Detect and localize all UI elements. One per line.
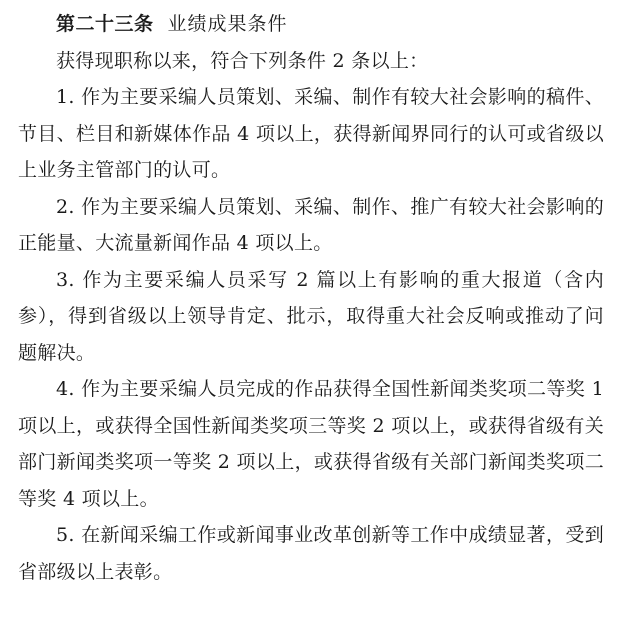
condition-item-3: 3. 作为主要采编人员采写 2 篇以上有影响的重大报道（含内参），得到省级以上领导肯定、批示，取得重大社会反响或推动了问题解决。 bbox=[18, 268, 604, 364]
condition-item-4: 4. 作为主要采编人员完成的作品获得全国性新闻类奖项二等奖 1 项以上，或获得全国性新闻类奖项三等奖 2 项以上，或获得省级有关部门新闻类奖项一等奖 2 项以上，或获得省级有关部门新闻类奖项二等奖 4 项以上。 bbox=[18, 378, 604, 510]
condition-item-5: 5. 在新闻采编工作或新闻事业改革创新等工作中成绩显著，受到省部级以上表彰。 bbox=[18, 524, 604, 583]
article-heading bbox=[18, 6, 604, 43]
condition-item-1: 1. 作为主要采编人员策划、采编、制作有较大社会影响的稿件、节目、栏目和新媒体作品 4 项以上，获得新闻界同行的认可或省级以上业务主管部门的认可。 bbox=[18, 86, 604, 181]
article-number: 第二十三条 bbox=[56, 13, 154, 35]
condition-item-2: 2. 作为主要采编人员策划、采编、制作、推广有较大社会影响的正能量、大流量新闻作品 4 项以上。 bbox=[18, 195, 604, 254]
article-intro: 获得现职称以来，符合下列条件 2 条以上： bbox=[56, 49, 429, 72]
article-title: 业绩成果条件 bbox=[167, 13, 288, 35]
